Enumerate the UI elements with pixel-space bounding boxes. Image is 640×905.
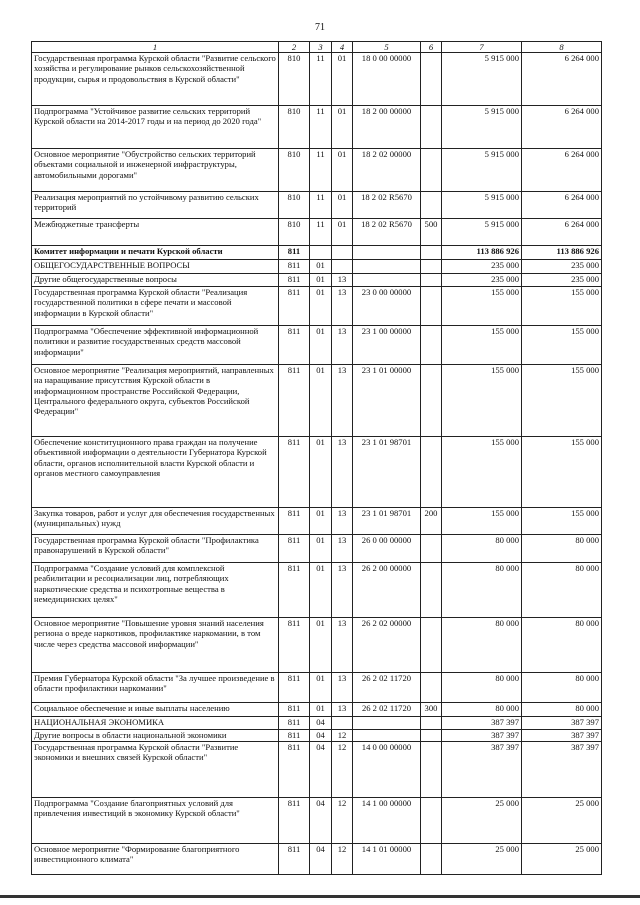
amount-year-1: 5 915 000 <box>442 192 522 219</box>
table-row <box>32 703 602 717</box>
amount-year-2: 155 000 <box>522 508 602 535</box>
column-number-row <box>32 42 602 53</box>
expense-type-code <box>421 53 442 106</box>
amount-year-2: 6 264 000 <box>522 192 602 219</box>
subsection-code: 12 <box>332 844 353 875</box>
admin-code: 811 <box>279 844 310 875</box>
column-number: 6 <box>421 42 442 53</box>
expense-type-code <box>421 326 442 365</box>
section-code: 01 <box>310 365 332 437</box>
amount-year-2: 235 000 <box>522 260 602 274</box>
section-code <box>310 246 332 260</box>
admin-code: 811 <box>279 703 310 717</box>
subsection-code <box>332 246 353 260</box>
row-name: Подпрограмма "Создание условий для комплексной реабилитации и ресоциализации лиц, потребляющих наркотические средства и психотропные вещества в немедицинских целях" <box>32 563 279 618</box>
amount-year-2: 155 000 <box>522 365 602 437</box>
row-name: Социальное обеспечение и иные выплаты населению <box>32 703 279 717</box>
subsection-code: 13 <box>332 618 353 673</box>
target-article-code: 23 0 00 00000 <box>353 287 421 326</box>
amount-year-1: 387 397 <box>442 742 522 798</box>
subsection-code: 13 <box>332 508 353 535</box>
admin-code: 811 <box>279 365 310 437</box>
expense-type-code <box>421 149 442 192</box>
table-row <box>32 717 602 730</box>
section-code: 01 <box>310 326 332 365</box>
target-article-code: 23 1 01 98701 <box>353 437 421 508</box>
admin-code: 811 <box>279 274 310 287</box>
row-name: Межбюджетные трансферты <box>32 219 279 246</box>
target-article-code <box>353 274 421 287</box>
target-article-code: 26 2 02 00000 <box>353 618 421 673</box>
row-name: Государственная программа Курской области "Развитие сельского хозяйства и регулирование рынков сельскохозяйственной продукции, сырья и продовольствия в Курской области" <box>32 53 279 106</box>
amount-year-2: 6 264 000 <box>522 149 602 192</box>
admin-code: 810 <box>279 53 310 106</box>
admin-code: 811 <box>279 618 310 673</box>
section-code: 01 <box>310 535 332 563</box>
amount-year-1: 155 000 <box>442 326 522 365</box>
table-row <box>32 365 602 437</box>
section-code: 04 <box>310 844 332 875</box>
row-name: Основное мероприятие "Обустройство сельских территорий объектами социальной и инженерной инфраструктуры, автомобильными дорогами" <box>32 149 279 192</box>
admin-code: 811 <box>279 260 310 274</box>
table-row <box>32 437 602 508</box>
table-row <box>32 53 602 106</box>
amount-year-1: 235 000 <box>442 260 522 274</box>
budget-table <box>31 41 602 875</box>
subsection-code: 13 <box>332 563 353 618</box>
target-article-code <box>353 260 421 274</box>
column-number: 7 <box>442 42 522 53</box>
amount-year-1: 5 915 000 <box>442 53 522 106</box>
column-number: 5 <box>353 42 421 53</box>
subsection-code: 12 <box>332 742 353 798</box>
subsection-code <box>332 717 353 730</box>
table-row <box>32 219 602 246</box>
expense-type-code <box>421 287 442 326</box>
admin-code: 811 <box>279 535 310 563</box>
row-name: Обеспечение конституционного права граждан на получение объективной информации о деятельности Губернатора Курской области, органов исполнительной власти Курской области и органов местного самоуправления <box>32 437 279 508</box>
section-code: 11 <box>310 53 332 106</box>
table-row <box>32 618 602 673</box>
column-number: 1 <box>32 42 279 53</box>
target-article-code: 26 2 00 00000 <box>353 563 421 618</box>
amount-year-2: 155 000 <box>522 326 602 365</box>
column-number: 2 <box>279 42 310 53</box>
row-name: Закупка товаров, работ и услуг для обеспечения государственных (муниципальных) нужд <box>32 508 279 535</box>
target-article-code: 18 2 02 00000 <box>353 149 421 192</box>
amount-year-1: 80 000 <box>442 673 522 703</box>
bottom-rule <box>0 895 640 898</box>
subsection-code: 13 <box>332 274 353 287</box>
amount-year-1: 5 915 000 <box>442 149 522 192</box>
row-name: Основное мероприятие "Формирование благоприятного инвестиционного климата" <box>32 844 279 875</box>
row-name: Государственная программа Курской области "Развитие экономики и внешних связей Курской области" <box>32 742 279 798</box>
subsection-code: 13 <box>332 437 353 508</box>
amount-year-2: 155 000 <box>522 287 602 326</box>
amount-year-1: 155 000 <box>442 287 522 326</box>
subsection-code: 13 <box>332 535 353 563</box>
table-row <box>32 742 602 798</box>
admin-code: 810 <box>279 192 310 219</box>
row-name: Реализация мероприятий по устойчивому развитию сельских территорий <box>32 192 279 219</box>
row-name: Подпрограмма "Устойчивое развитие сельских территорий Курской области на 2014-2017 годы и на период до 2020 года" <box>32 106 279 149</box>
amount-year-1: 80 000 <box>442 563 522 618</box>
target-article-code: 14 1 00 00000 <box>353 798 421 844</box>
expense-type-code <box>421 106 442 149</box>
subsection-code: 01 <box>332 192 353 219</box>
table-row <box>32 274 602 287</box>
table-row <box>32 287 602 326</box>
amount-year-1: 80 000 <box>442 535 522 563</box>
subsection-code: 13 <box>332 326 353 365</box>
expense-type-code <box>421 742 442 798</box>
amount-year-1: 155 000 <box>442 437 522 508</box>
admin-code: 811 <box>279 437 310 508</box>
target-article-code: 18 2 02 R5670 <box>353 219 421 246</box>
amount-year-2: 6 264 000 <box>522 53 602 106</box>
table-row <box>32 563 602 618</box>
admin-code: 810 <box>279 106 310 149</box>
admin-code: 810 <box>279 219 310 246</box>
amount-year-2: 387 397 <box>522 742 602 798</box>
table-row <box>32 844 602 875</box>
amount-year-2: 155 000 <box>522 437 602 508</box>
expense-type-code: 300 <box>421 703 442 717</box>
page-number: 71 <box>315 22 325 33</box>
target-article-code: 14 1 01 00000 <box>353 844 421 875</box>
amount-year-1: 80 000 <box>442 703 522 717</box>
subsection-code: 13 <box>332 673 353 703</box>
amount-year-1: 25 000 <box>442 798 522 844</box>
section-code: 01 <box>310 274 332 287</box>
table-row <box>32 535 602 563</box>
table-row <box>32 673 602 703</box>
row-name: Государственная программа Курской области "Реализация государственной политики в сфере печати и массовой информации в Курской области" <box>32 287 279 326</box>
table-row <box>32 508 602 535</box>
admin-code: 811 <box>279 326 310 365</box>
target-article-code: 18 0 00 00000 <box>353 53 421 106</box>
table-row <box>32 798 602 844</box>
section-code: 01 <box>310 703 332 717</box>
expense-type-code <box>421 563 442 618</box>
admin-code: 811 <box>279 508 310 535</box>
admin-code: 811 <box>279 246 310 260</box>
row-name: Подпрограмма "Создание благоприятных условий для привлечения инвестиций в экономику Курской области" <box>32 798 279 844</box>
admin-code: 810 <box>279 149 310 192</box>
amount-year-2: 25 000 <box>522 844 602 875</box>
amount-year-1: 235 000 <box>442 274 522 287</box>
admin-code: 811 <box>279 673 310 703</box>
amount-year-2: 235 000 <box>522 274 602 287</box>
amount-year-2: 25 000 <box>522 798 602 844</box>
expense-type-code <box>421 717 442 730</box>
table-row <box>32 260 602 274</box>
target-article-code: 18 2 00 00000 <box>353 106 421 149</box>
section-code: 11 <box>310 192 332 219</box>
expense-type-code <box>421 535 442 563</box>
amount-year-2: 387 397 <box>522 717 602 730</box>
admin-code: 811 <box>279 717 310 730</box>
target-article-code: 26 2 02 11720 <box>353 673 421 703</box>
target-article-code <box>353 717 421 730</box>
target-article-code: 23 1 01 98701 <box>353 508 421 535</box>
expense-type-code <box>421 192 442 219</box>
row-name: ОБЩЕГОСУДАРСТВЕННЫЕ ВОПРОСЫ <box>32 260 279 274</box>
section-code: 04 <box>310 717 332 730</box>
section-code: 01 <box>310 563 332 618</box>
subsection-code: 13 <box>332 703 353 717</box>
admin-code: 811 <box>279 742 310 798</box>
subsection-code: 01 <box>332 53 353 106</box>
row-name: Премия Губернатора Курской области "За лучшее произведение в области профилактики наркомании" <box>32 673 279 703</box>
amount-year-1: 155 000 <box>442 508 522 535</box>
expense-type-code <box>421 365 442 437</box>
target-article-code <box>353 246 421 260</box>
target-article-code: 26 0 00 00000 <box>353 535 421 563</box>
row-name: Основное мероприятие "Реализация мероприятий, направленных на наращивание присутствия Курской области в информационном пространстве Российской Федерации, Центрального федерального округа, субъектов Российской Федерации" <box>32 365 279 437</box>
row-name: Подпрограмма "Обеспечение эффективной информационной политики и развитие государственных средств массовой информации" <box>32 326 279 365</box>
row-name: Основное мероприятие "Повышение уровня знаний населения региона о вреде наркотиков, профилактике наркомании, в том числе через средства массовой информации" <box>32 618 279 673</box>
amount-year-1: 113 886 926 <box>442 246 522 260</box>
admin-code: 811 <box>279 287 310 326</box>
amount-year-1: 387 397 <box>442 717 522 730</box>
amount-year-1: 80 000 <box>442 618 522 673</box>
table-row <box>32 149 602 192</box>
subsection-code: 12 <box>332 798 353 844</box>
amount-year-2: 387 397 <box>522 730 602 742</box>
amount-year-2: 80 000 <box>522 703 602 717</box>
section-code: 01 <box>310 437 332 508</box>
section-code: 11 <box>310 106 332 149</box>
section-code: 01 <box>310 508 332 535</box>
section-code: 11 <box>310 149 332 192</box>
section-code: 01 <box>310 260 332 274</box>
section-code: 11 <box>310 219 332 246</box>
column-number: 3 <box>310 42 332 53</box>
target-article-code: 18 2 02 R5670 <box>353 192 421 219</box>
admin-code: 811 <box>279 730 310 742</box>
subsection-code: 13 <box>332 365 353 437</box>
row-name: Комитет информации и печати Курской области <box>32 246 279 260</box>
amount-year-2: 80 000 <box>522 618 602 673</box>
column-number: 8 <box>522 42 602 53</box>
subsection-code: 01 <box>332 106 353 149</box>
subsection-code: 12 <box>332 730 353 742</box>
expense-type-code: 200 <box>421 508 442 535</box>
amount-year-1: 155 000 <box>442 365 522 437</box>
row-name: Другие общегосударственные вопросы <box>32 274 279 287</box>
amount-year-2: 6 264 000 <box>522 219 602 246</box>
expense-type-code <box>421 260 442 274</box>
column-number: 4 <box>332 42 353 53</box>
target-article-code: 23 1 00 00000 <box>353 326 421 365</box>
table-row <box>32 326 602 365</box>
target-article-code: 14 0 00 00000 <box>353 742 421 798</box>
expense-type-code <box>421 274 442 287</box>
table-row <box>32 106 602 149</box>
amount-year-1: 25 000 <box>442 844 522 875</box>
section-code: 01 <box>310 287 332 326</box>
amount-year-2: 113 886 926 <box>522 246 602 260</box>
amount-year-1: 387 397 <box>442 730 522 742</box>
table-row <box>32 730 602 742</box>
amount-year-2: 80 000 <box>522 673 602 703</box>
subsection-code: 01 <box>332 149 353 192</box>
expense-type-code: 500 <box>421 219 442 246</box>
amount-year-2: 80 000 <box>522 535 602 563</box>
amount-year-1: 5 915 000 <box>442 219 522 246</box>
admin-code: 811 <box>279 798 310 844</box>
subsection-code: 01 <box>332 219 353 246</box>
section-code: 04 <box>310 730 332 742</box>
amount-year-2: 80 000 <box>522 563 602 618</box>
expense-type-code <box>421 730 442 742</box>
admin-code: 811 <box>279 563 310 618</box>
subsection-code: 13 <box>332 287 353 326</box>
expense-type-code <box>421 246 442 260</box>
subsection-code <box>332 260 353 274</box>
target-article-code: 23 1 01 00000 <box>353 365 421 437</box>
expense-type-code <box>421 798 442 844</box>
row-name: Другие вопросы в области национальной экономики <box>32 730 279 742</box>
expense-type-code <box>421 844 442 875</box>
section-code: 04 <box>310 798 332 844</box>
row-name: Государственная программа Курской области "Профилактика правонарушений в Курской области" <box>32 535 279 563</box>
section-code: 01 <box>310 673 332 703</box>
table-row <box>32 246 602 260</box>
expense-type-code <box>421 618 442 673</box>
section-code: 01 <box>310 618 332 673</box>
target-article-code <box>353 730 421 742</box>
amount-year-1: 5 915 000 <box>442 106 522 149</box>
expense-type-code <box>421 437 442 508</box>
table-row <box>32 192 602 219</box>
target-article-code: 26 2 02 11720 <box>353 703 421 717</box>
section-code: 04 <box>310 742 332 798</box>
expense-type-code <box>421 673 442 703</box>
row-name: НАЦИОНАЛЬНАЯ ЭКОНОМИКА <box>32 717 279 730</box>
amount-year-2: 6 264 000 <box>522 106 602 149</box>
